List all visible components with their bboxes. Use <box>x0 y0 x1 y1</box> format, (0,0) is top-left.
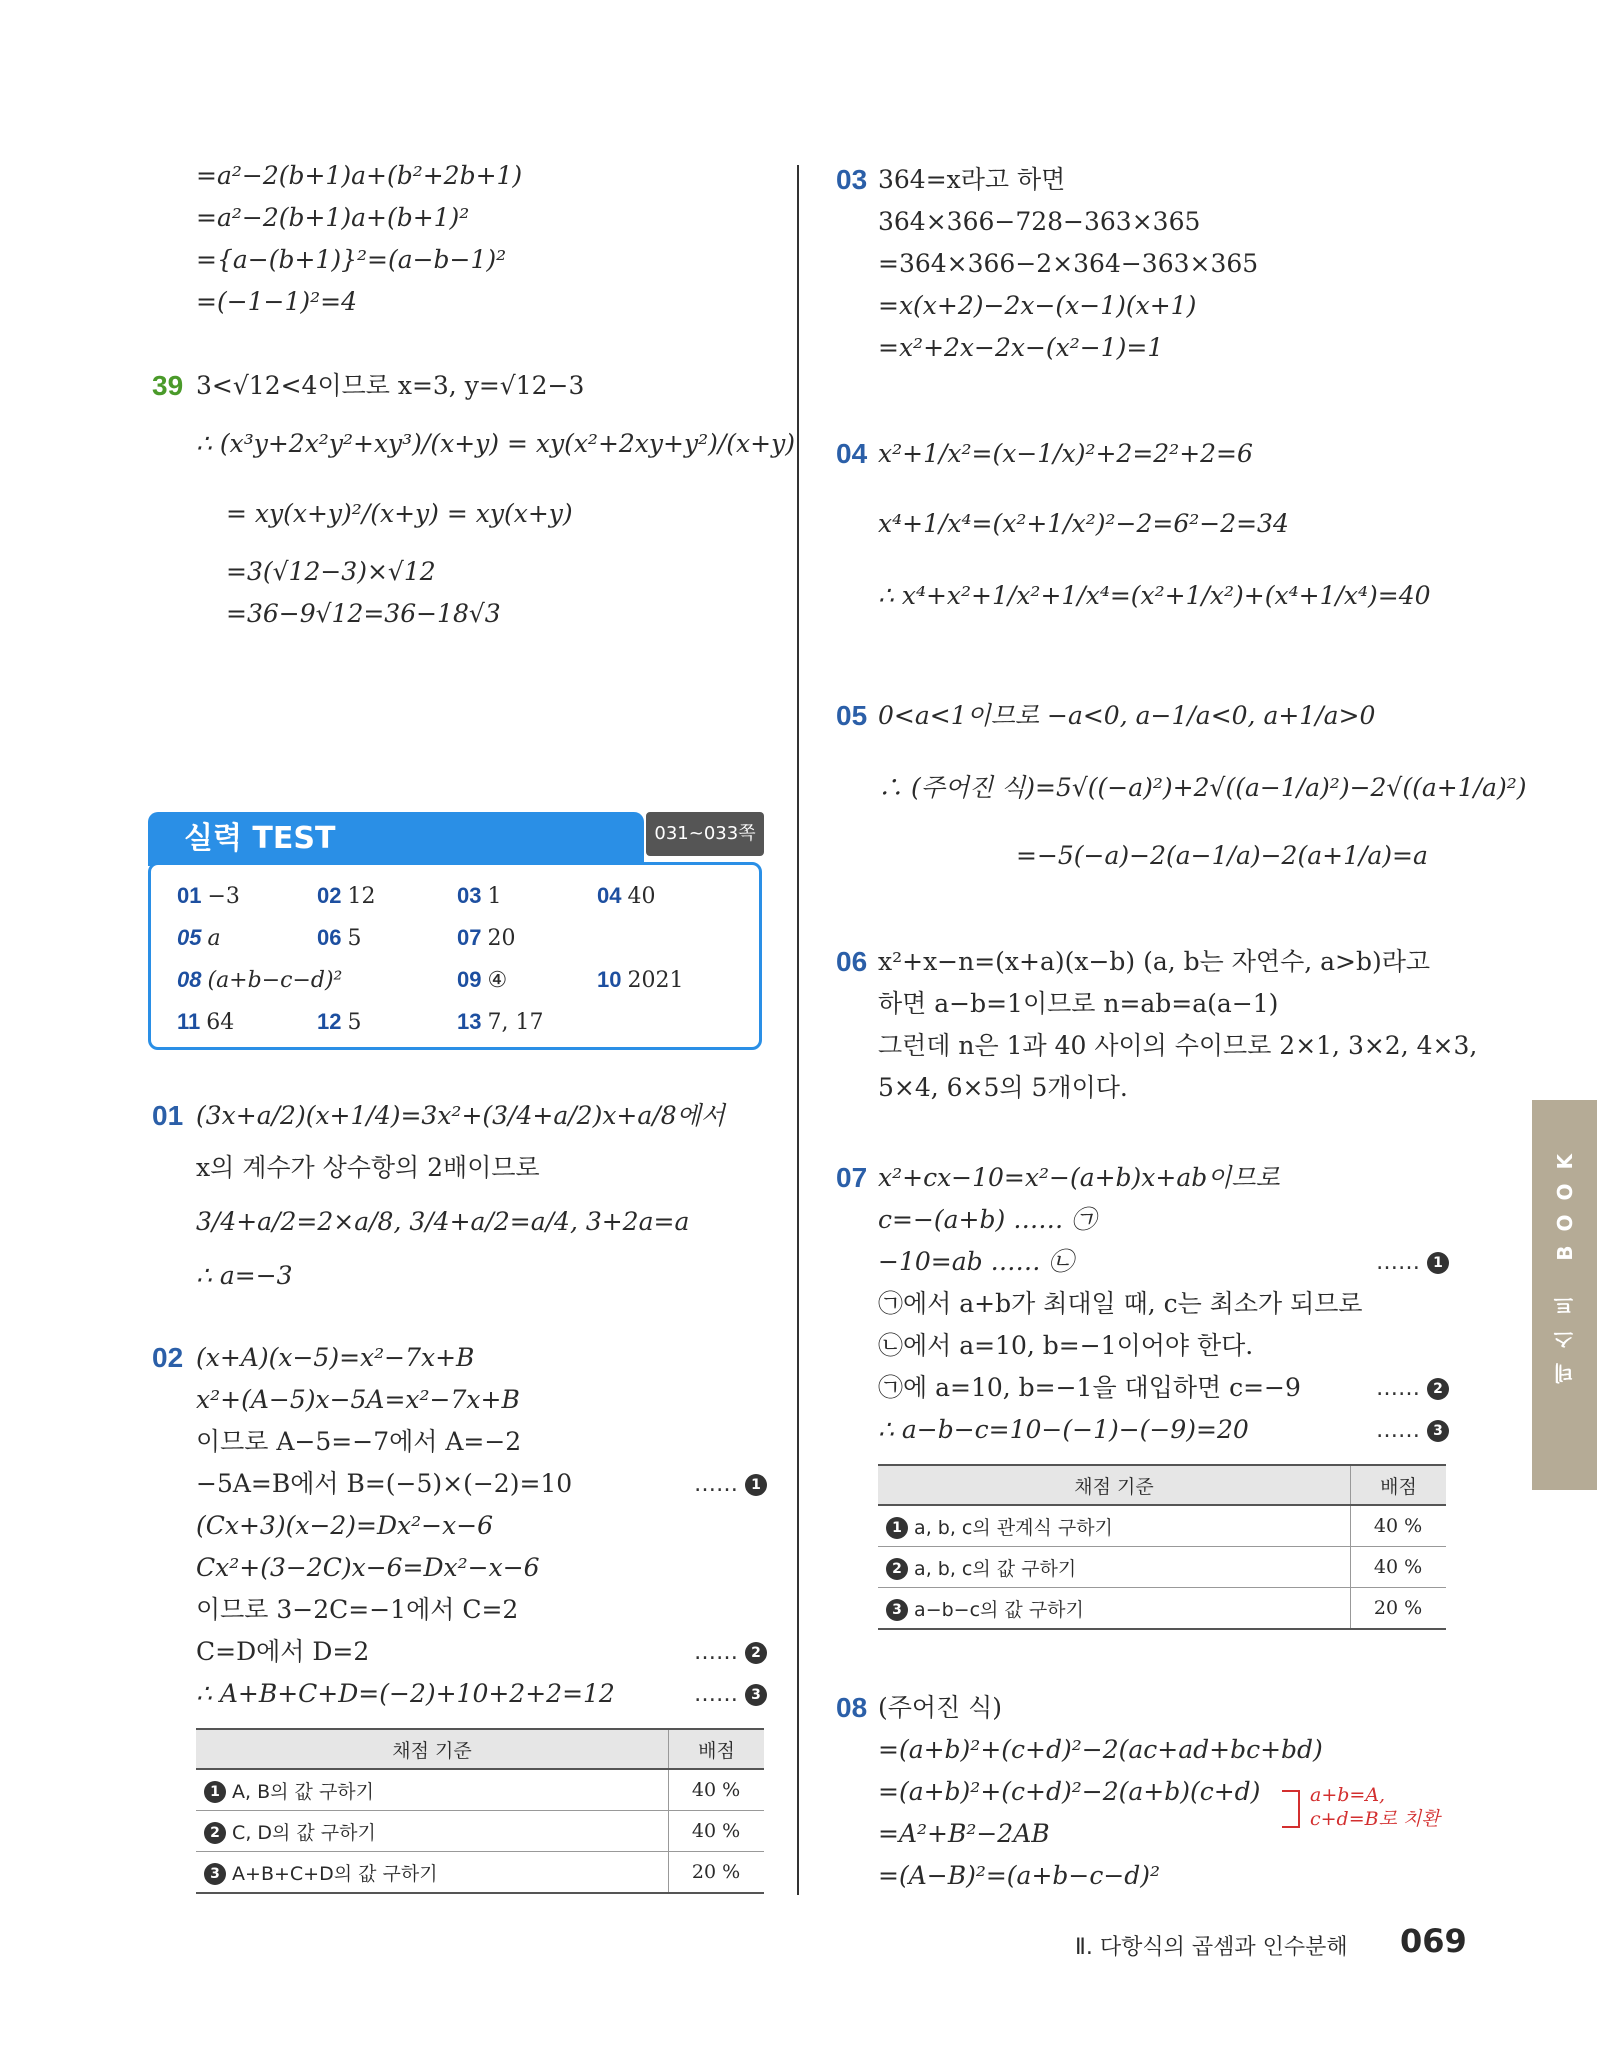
answer-04: 04 40 <box>597 883 656 909</box>
problem-number-03: 03 <box>836 164 868 195</box>
page-number: 069 <box>1400 1922 1467 1960</box>
answer-01: 01 −3 <box>177 883 240 909</box>
answer-08: 08 (a+b−c−d)² <box>177 967 343 993</box>
p39-line-4: =3(√12−3)×√12 <box>226 557 436 586</box>
score-mark-2: …… 2 <box>1376 1376 1449 1401</box>
table-row: 1 A, B의 값 구하기 40 % <box>196 1769 764 1811</box>
cont-line-4: =(−1−1)²=4 <box>196 287 358 316</box>
p04-line-3: ∴ x⁴+x²+1/x²+1/x⁴=(x²+1/x²)+(x⁴+1/x⁴)=40 <box>878 581 1431 610</box>
problem-number-04: 04 <box>836 438 868 469</box>
p05-line-1: 0<a<1이므로 −a<0, a−1/a<0, a+1/a>0 <box>878 701 1376 730</box>
p08-line-3: =(a+b)²+(c+d)²−2(a+b)(c+d) <box>878 1777 1261 1806</box>
problem-number-07: 07 <box>836 1162 868 1193</box>
answer-12: 12 5 <box>317 1009 362 1035</box>
p02-line-5: (Cx+3)(x−2)=Dx²−x−6 <box>196 1511 494 1540</box>
table-row: 3 a−b−c의 값 구하기 20 % <box>878 1588 1446 1630</box>
answer-06: 06 5 <box>317 925 362 951</box>
score-mark-1: …… 1 <box>1376 1250 1449 1275</box>
p07-line-3: −10=ab …… ㉡ <box>878 1247 1074 1276</box>
answer-10: 10 2021 <box>597 967 684 993</box>
answer-07: 07 20 <box>457 925 516 951</box>
cont-line-3: ={a−(b+1)}²=(a−b−1)² <box>196 245 507 274</box>
score-mark-1: …… 1 <box>694 1472 767 1497</box>
p39-line-3: = xy(x+y)²/(x+y) = xy(x+y) <box>226 499 573 528</box>
p08-line-5: =(A−B)²=(a+b−c−d)² <box>878 1861 1161 1890</box>
side-tab <box>1532 1100 1597 1490</box>
p07-line-6: ㉠에 a=10, b=−1을 대입하면 c=−9 <box>878 1373 1301 1402</box>
p05-line-2: ∴ (주어진 식)=5√((−a)²)+2√((a−1/a)²)−2√((a+1/a)²) <box>878 773 1527 802</box>
substitution-bracket <box>1282 1790 1300 1828</box>
p03-line-1: 364=x라고 하면 <box>878 165 1066 194</box>
p06-line-4: 5×4, 6×5의 5개이다. <box>878 1073 1128 1102</box>
score-mark-2: …… 2 <box>694 1640 767 1665</box>
answer-09: 09 ④ <box>457 967 508 993</box>
p02-line-8: C=D에서 D=2 <box>196 1637 370 1666</box>
p06-line-1: x²+x−n=(x+a)(x−b) (a, b는 자연수, a>b)라고 <box>878 947 1431 976</box>
p04-line-2: x⁴+1/x⁴=(x²+1/x²)²−2=6²−2=34 <box>878 509 1289 538</box>
cont-line-2: =a²−2(b+1)a+(b+1)² <box>196 203 470 232</box>
p03-line-2: 364×366−728−363×365 <box>878 207 1201 236</box>
table-row: 3 A+B+C+D의 값 구하기 20 % <box>196 1852 764 1894</box>
p02-line-2: x²+(A−5)x−5A=x²−7x+B <box>196 1385 520 1414</box>
p39-line-1: 3<√12<4이므로 x=3, y=√12−3 <box>196 371 585 400</box>
cont-line-1: =a²−2(b+1)a+(b²+2b+1) <box>196 161 523 190</box>
p02-line-4: −5A=B에서 B=(−5)×(−2)=10 <box>196 1469 573 1498</box>
criteria-header: 채점 기준 <box>196 1729 669 1769</box>
p07-line-1: x²+cx−10=x²−(a+b)x+ab이므로 <box>878 1163 1280 1192</box>
criteria-header: 채점 기준 <box>878 1465 1351 1505</box>
score-mark-3: …… 3 <box>694 1682 767 1707</box>
p06-line-3: 그런데 n은 1과 40 사이의 수이므로 2×1, 3×2, 4×3, <box>878 1031 1478 1060</box>
answer-13: 13 7, 17 <box>457 1009 544 1035</box>
p08-line-4: =A²+B²−2AB <box>878 1819 1050 1848</box>
points-header: 배점 <box>1351 1465 1447 1505</box>
p02-score-table <box>196 1728 764 1894</box>
p02-line-3: 이므로 A−5=−7에서 A=−2 <box>196 1427 522 1456</box>
p02-line-1: (x+A)(x−5)=x²−7x+B <box>196 1343 475 1372</box>
p07-line-5: ㉡에서 a=10, b=−1이어야 한다. <box>878 1331 1254 1360</box>
side-tab-label: 테스트 BOOK <box>1553 1140 1577 1384</box>
chapter-title: Ⅱ. 다항식의 곱셈과 인수분해 <box>1075 1935 1348 1960</box>
score-mark-3: …… 3 <box>1376 1418 1449 1443</box>
p01-line-1: (3x+a/2)(x+1/4)=3x²+(3/4+a/2)x+a/8에서 <box>196 1101 725 1130</box>
p07-line-2: c=−(a+b) …… ㉠ <box>878 1205 1097 1234</box>
p06-line-2: 하면 a−b=1이므로 n=ab=a(a−1) <box>878 989 1279 1018</box>
answer-05: 05 a <box>177 925 221 951</box>
p07-line-4: ㉠에서 a+b가 최대일 때, c는 최소가 되므로 <box>878 1289 1363 1318</box>
p01-line-4: ∴ a=−3 <box>196 1261 293 1290</box>
p01-line-3: 3/4+a/2=2×a/8, 3/4+a/2=a/4, 3+2a=a <box>196 1207 690 1236</box>
answer-11: 11 64 <box>177 1009 235 1035</box>
problem-number-08: 08 <box>836 1692 868 1723</box>
table-row: 1 a, b, c의 관계식 구하기 40 % <box>878 1505 1446 1547</box>
problem-number-39: 39 <box>152 370 184 401</box>
p07-line-7: ∴ a−b−c=10−(−1)−(−9)=20 <box>878 1415 1249 1444</box>
problem-number-02: 02 <box>152 1342 184 1373</box>
p05-line-3: =−5(−a)−2(a−1/a)−2(a+1/a)=a <box>1016 841 1428 870</box>
answer-03: 03 1 <box>457 883 502 909</box>
test-title: 실력 TEST <box>148 812 644 866</box>
p08-line-2: =(a+b)²+(c+d)²−2(ac+ad+bc+bd) <box>878 1735 1323 1764</box>
p39-line-5: =36−9√12=36−18√3 <box>226 599 501 628</box>
problem-number-01: 01 <box>152 1100 184 1131</box>
answer-box <box>148 862 762 1050</box>
problem-number-06: 06 <box>836 946 868 977</box>
p03-line-4: =x(x+2)−2x−(x−1)(x+1) <box>878 291 1197 320</box>
column-divider <box>797 165 799 1895</box>
p03-line-5: =x²+2x−2x−(x²−1)=1 <box>878 333 1164 362</box>
test-pages: 031~033쪽 <box>646 812 764 856</box>
p08-line-1: (주어진 식) <box>878 1693 1003 1722</box>
p01-line-2: x의 계수가 상수항의 2배이므로 <box>196 1153 540 1182</box>
p02-line-7: 이므로 3−2C=−1에서 C=2 <box>196 1595 519 1624</box>
problem-number-05: 05 <box>836 700 868 731</box>
p07-score-table <box>878 1464 1446 1630</box>
p02-line-9: ∴ A+B+C+D=(−2)+10+2+2=12 <box>196 1679 615 1708</box>
table-row: 2 C, D의 값 구하기 40 % <box>196 1811 764 1852</box>
p39-line-2: ∴ (x³y+2x²y²+xy³)/(x+y) = xy(x²+2xy+y²)/(x+y) <box>196 429 795 458</box>
answer-02: 02 12 <box>317 883 376 909</box>
table-row: 2 a, b, c의 값 구하기 40 % <box>878 1547 1446 1588</box>
p04-line-1: x²+1/x²=(x−1/x)²+2=2²+2=6 <box>878 439 1253 468</box>
p02-line-6: Cx²+(3−2C)x−6=Dx²−x−6 <box>196 1553 540 1582</box>
substitution-note: a+b=A, c+d=B로 치환 <box>1310 1784 1440 1830</box>
p03-line-3: =364×366−2×364−363×365 <box>878 249 1259 278</box>
points-header: 배점 <box>669 1729 765 1769</box>
